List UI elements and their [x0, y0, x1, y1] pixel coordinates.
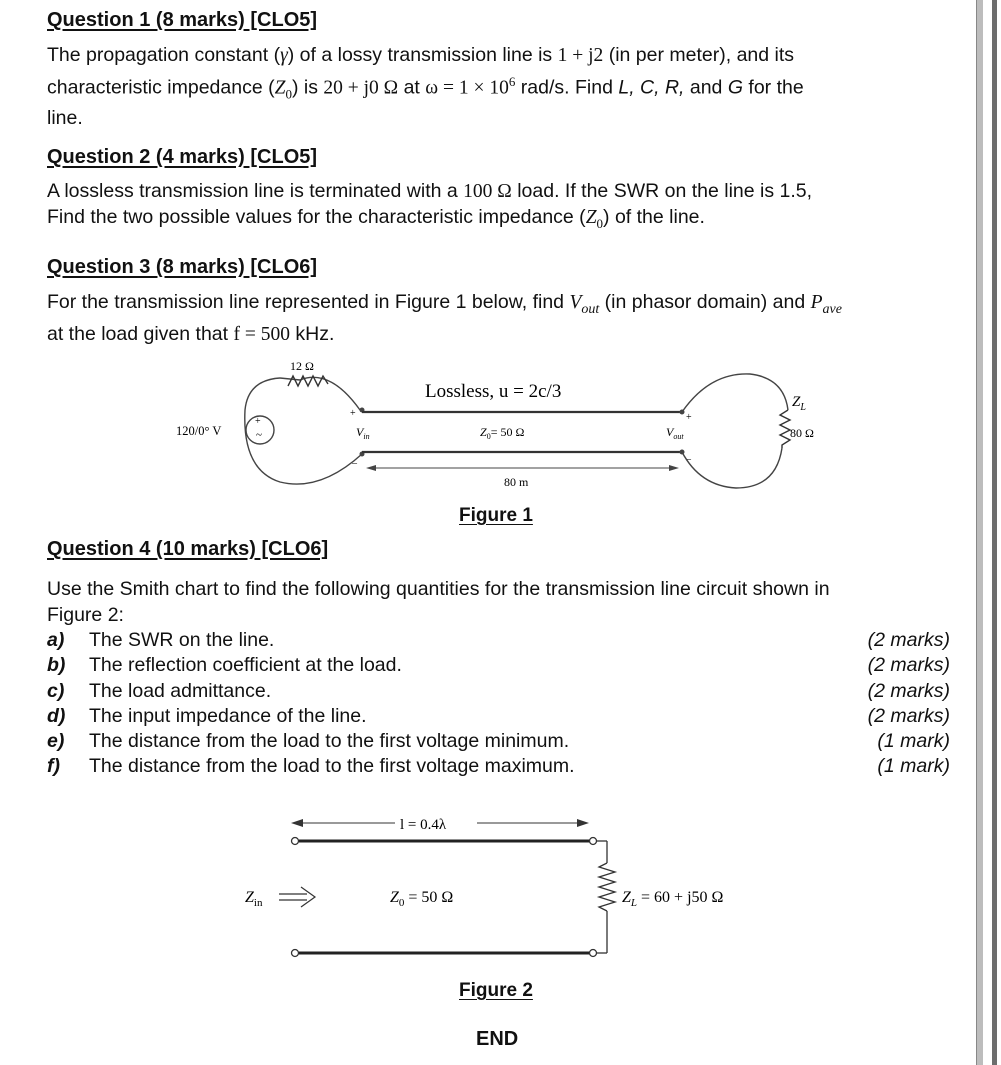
list-item: e) The distance from the load to the first voltage minimum. (1 mark) — [47, 730, 950, 753]
q1-heading: Question 1 (8 marks) [CLO5] — [47, 9, 318, 31]
figure-1-caption: Figure 1 — [459, 505, 533, 526]
load-loop-wire — [682, 374, 788, 412]
page-edge — [976, 0, 983, 1065]
figure-2-caption: Figure 2 — [459, 980, 533, 1001]
q2-line1: A lossless transmission line is terminated with a 100 Ω load. If the SWR on the line is 1.5, — [47, 180, 813, 202]
svg-text:+: + — [686, 412, 692, 423]
q1-line2: characteristic impedance $(Z_0)$ is 20 + j0 Ω at $\omega = 1 \times 10^6$ rad/s. Find L, C, R, and G for the — [47, 73, 804, 101]
q2-line2: Find the two possible values for the characteristic impedance $(Z_0)$ of the line. — [47, 205, 705, 231]
q3-line1: For the transmission line represented in Figure 1 below, find $V_{out}$ (in phasor domain) and $P_{ave}$ — [47, 291, 842, 317]
list-item: a) The SWR on the line. (2 marks) — [47, 629, 950, 652]
list-item: b) The reflection coefficient at the load. (2 marks) — [47, 654, 950, 677]
source-label: 120/0° V — [176, 424, 222, 438]
svg-text:~: ~ — [256, 429, 262, 441]
zl-label: $Z_L = 60 + j50$ Ω — [622, 889, 724, 909]
page-scroll-edge — [992, 0, 997, 1065]
resistor-label: 12 Ω — [290, 359, 314, 373]
q4-intro-line2: Figure 2: — [47, 604, 124, 626]
zin-label: $Z_{in}$ — [245, 889, 263, 909]
svg-text:–: – — [352, 458, 357, 469]
q2-body — [47, 179, 950, 236]
list-item: f) The distance from the load to the first voltage maximum. (1 mark) — [47, 755, 950, 778]
length-label: l = 0.4λ — [400, 817, 447, 833]
length-label: 80 m — [504, 475, 529, 489]
line-label: Lossless, u = 2c/3 — [425, 381, 562, 402]
q1-body — [47, 43, 950, 132]
q1-line3: line. — [47, 107, 83, 130]
load-label: 80 Ω — [790, 426, 814, 440]
q4-intro: Use the Smith chart to find the following quantities for the transmission line circuit shown in — [47, 578, 830, 600]
q4-list — [47, 603, 950, 779]
svg-text:+: + — [255, 416, 261, 427]
load-resistor — [780, 410, 790, 448]
svg-text:+: + — [350, 408, 356, 419]
q3-body — [47, 290, 950, 348]
zl-label: $Z_L$ — [792, 394, 806, 413]
q1-line1: The propagation constant (γ) of a lossy transmission line is 1 + j2 (in per meter), and its — [47, 44, 795, 66]
list-item: c) The load admittance. (2 marks) — [47, 679, 950, 702]
q3-heading: Question 3 (8 marks) [CLO6] — [47, 256, 318, 278]
q3-line2: at the load given that f = 500 kHz. — [47, 323, 335, 346]
end-label: END — [476, 1028, 519, 1050]
load-impedance — [599, 863, 615, 911]
list-item: d) The input impedance of the line. (2 marks) — [47, 704, 950, 727]
zin-arrow-icon — [279, 887, 315, 907]
svg-text:–: – — [686, 454, 691, 465]
vout-label: $V_{out}$ — [666, 425, 684, 441]
q4-heading: Question 4 (10 marks) [CLO6] — [47, 538, 329, 560]
vin-label: $V_{in}$ — [356, 425, 370, 441]
q2-heading: Question 2 (4 marks) [CLO5] — [47, 146, 318, 168]
z0-label: $Z_0= 50$ Ω — [480, 425, 525, 441]
figure-1-circuit — [170, 350, 840, 500]
figure-2-circuit — [235, 805, 795, 970]
z0-label: $Z_0 = 50$ Ω — [390, 889, 454, 909]
